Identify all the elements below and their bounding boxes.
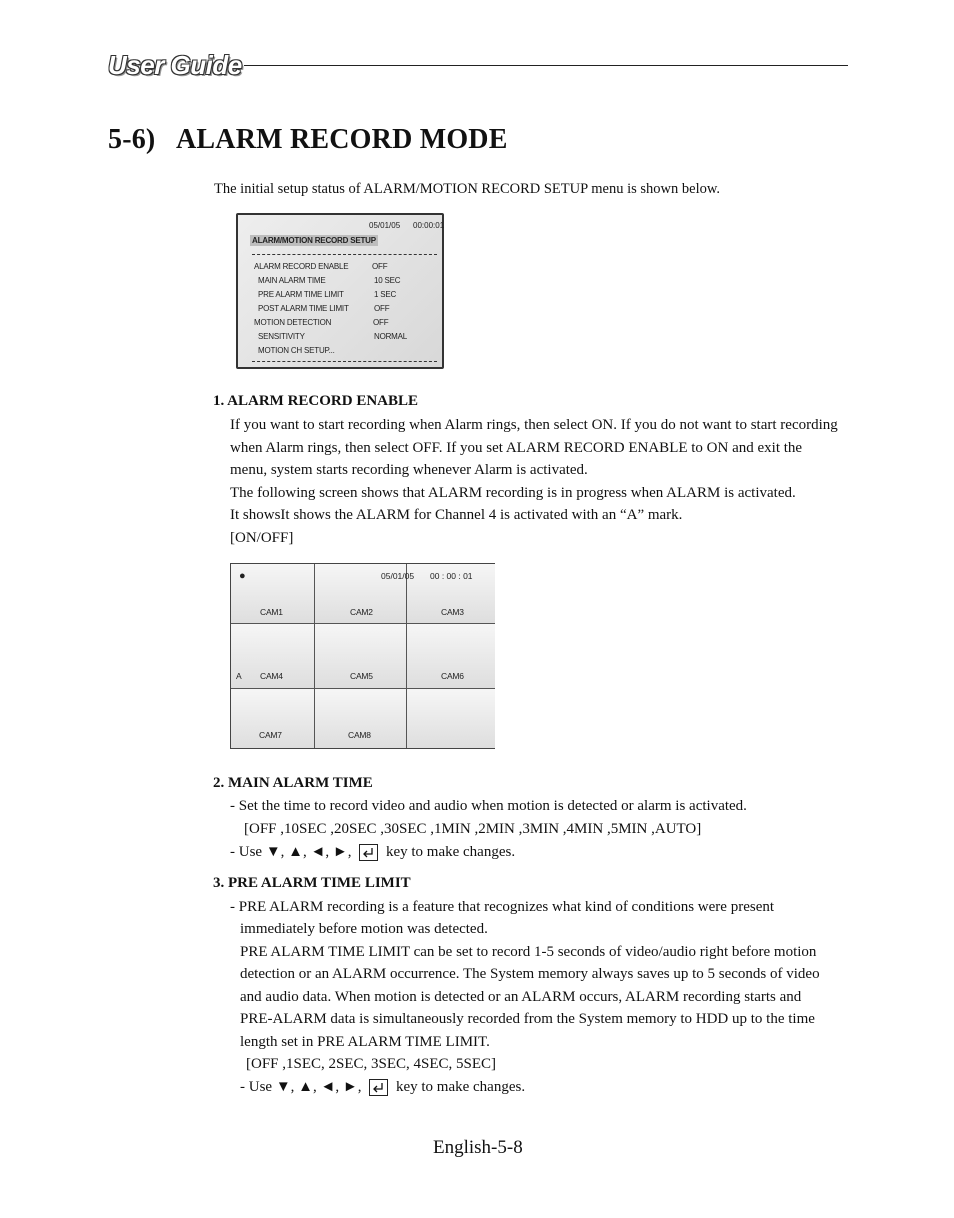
section3-line: immediately before motion was detected.	[240, 921, 488, 937]
menu-label-pre-alarm-time-limit: PRE ALARM TIME LIMIT	[258, 290, 344, 299]
section2-description: - Set the time to record video and audio when motion is detected or alarm is activated.	[230, 798, 747, 814]
menu-value-post-alarm-time-limit: OFF	[374, 304, 390, 313]
alarm-motion-setup-screen	[236, 213, 444, 369]
section1-line: when Alarm rings, then select OFF. If you set ALARM RECORD ENABLE to ON and exit the	[230, 439, 803, 456]
intro-text: The initial setup status of ALARM/MOTION RECORD SETUP menu is shown below.	[214, 181, 721, 197]
section-title: ALARM RECORD MODE	[176, 124, 508, 155]
section-number: 5-6)	[108, 124, 156, 155]
cam-label-4: CAM4	[260, 671, 283, 681]
menu-value-pre-alarm-time-limit: 1 SEC	[374, 290, 397, 299]
section3-use-prefix: - Use ▼, ▲, ◄, ►,	[240, 1079, 362, 1095]
section3-line: PRE-ALARM data is simultaneously recorded from the System memory to HDD up to the time	[240, 1011, 815, 1027]
section1-line: menu, system starts recording whenever Alarm is activated.	[230, 462, 588, 478]
section3-use-suffix: key to make changes.	[395, 1079, 526, 1095]
cam-label-6: CAM6	[441, 671, 464, 681]
section1-body	[230, 414, 838, 549]
menu-value-alarm-record-enable: OFF	[372, 262, 388, 271]
menu-date: 05/01/05	[369, 221, 401, 230]
cam-label-1: CAM1	[260, 607, 283, 617]
grid-time: 00 : 00 : 01	[430, 571, 473, 581]
menu-value-sensitivity: NORMAL	[374, 332, 408, 341]
page-title	[108, 124, 508, 156]
section2-use-suffix: key to make changes.	[385, 844, 516, 860]
cam-label-7: CAM7	[259, 730, 282, 740]
record-dot-icon: ●	[239, 570, 246, 582]
cam-cell-empty	[407, 689, 495, 748]
menu-label-main-alarm-time: MAIN ALARM TIME	[258, 276, 326, 285]
section3-body	[240, 918, 820, 1053]
section3-line: detection or an ALARM occurrence. The System memory always saves up to 5 seconds of video	[240, 966, 820, 982]
section3-line: PRE ALARM TIME LIMIT can be set to record 1-5 seconds of video/audio right before motion	[240, 943, 817, 960]
section1-line: The following screen shows that ALARM recording is in progress when ALARM is activated.	[230, 484, 796, 501]
page-number: English-5-8	[433, 1137, 523, 1158]
header-rule	[244, 65, 848, 66]
section3-line: and audio data. When motion is detected or an ALARM occurs, ALARM recording starts and	[240, 988, 802, 1005]
section2-use-keys	[230, 841, 515, 864]
cam-label-5: CAM5	[350, 671, 373, 681]
section1-line: [ON/OFF]	[230, 529, 294, 546]
menu-value-motion-detection: OFF	[373, 318, 389, 327]
menu-label-alarm-record-enable: ALARM RECORD ENABLE	[254, 262, 349, 271]
menu-title: ALARM/MOTION RECORD SETUP	[252, 236, 376, 245]
enter-key-icon	[369, 1079, 388, 1096]
alarm-camera-grid-screen	[230, 563, 495, 749]
section1-heading: 1. ALARM RECORD ENABLE	[213, 393, 419, 409]
menu-label-motion-ch-setup: MOTION CH SETUP...	[258, 346, 335, 355]
section2-use-prefix: - Use ▼, ▲, ◄, ►,	[230, 844, 352, 860]
section2-options: [OFF ,10SEC ,20SEC ,30SEC ,1MIN ,2MIN ,3MIN ,4MIN ,5MIN ,AUTO]	[244, 821, 702, 837]
menu-time: 00:00:01	[413, 221, 445, 230]
menu-label-post-alarm-time-limit: POST ALARM TIME LIMIT	[258, 304, 349, 313]
section3-options: [OFF ,1SEC, 2SEC, 3SEC, 4SEC, 5SEC]	[246, 1056, 497, 1072]
section3-line-0: - PRE ALARM recording is a feature that recognizes what kind of conditions were present	[230, 899, 775, 915]
menu-divider-bottom	[252, 361, 437, 362]
section3-use-keys	[240, 1076, 525, 1099]
menu-value-main-alarm-time: 10 SEC	[374, 276, 401, 285]
menu-label-motion-detection: MOTION DETECTION	[254, 318, 332, 327]
section1-line: It showsIt shows the ALARM for Channel 4 is activated with an “A” mark.	[230, 507, 683, 523]
section3-line: length set in PRE ALARM TIME LIMIT.	[240, 1033, 490, 1050]
section3-heading: 3. PRE ALARM TIME LIMIT	[213, 875, 411, 891]
cam-label-8: CAM8	[348, 730, 371, 740]
grid-date: 05/01/05	[381, 571, 415, 581]
section2-heading: 2. MAIN ALARM TIME	[213, 775, 373, 791]
user-guide-logo: User Guide	[108, 50, 242, 80]
menu-divider-top	[252, 254, 437, 255]
enter-key-icon	[359, 844, 378, 861]
section1-line: If you want to start recording when Alarm rings, then select ON. If you do not want to start recording	[230, 417, 838, 433]
menu-label-sensitivity: SENSITIVITY	[258, 332, 305, 341]
cam-label-3: CAM3	[441, 607, 464, 617]
cam-label-2: CAM2	[350, 607, 373, 617]
alarm-mark: A	[236, 671, 242, 681]
